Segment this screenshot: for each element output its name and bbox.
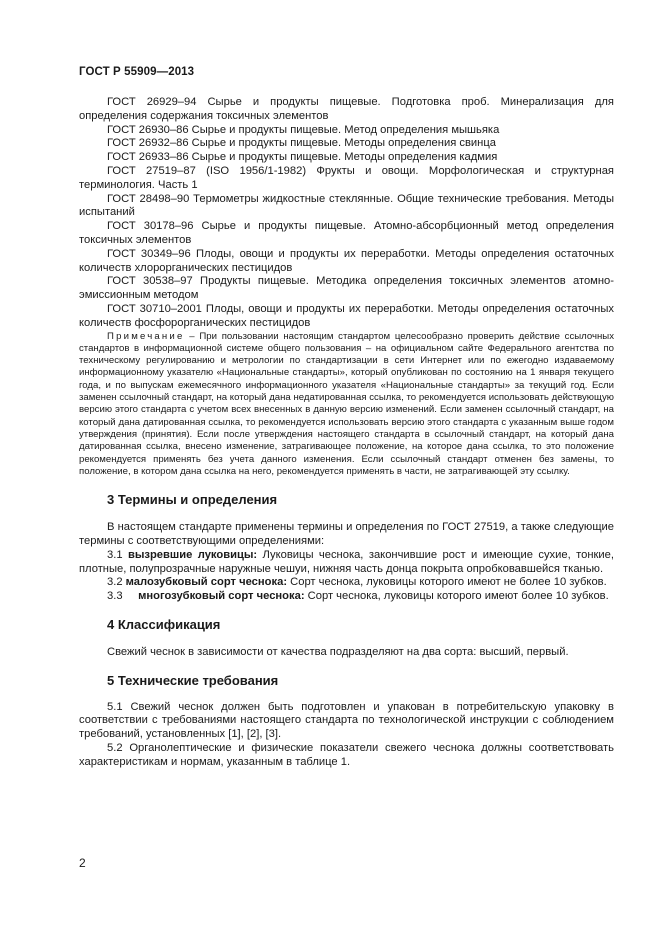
reference-item: ГОСТ 26932–86 Сырье и продукты пищевые. Методы определения свинца bbox=[107, 137, 496, 150]
reference-item: ГОСТ 30538–97 Продукты пищевые. Методика определения токсичных элементов атомно-эмиссионным методом bbox=[79, 275, 614, 302]
reference-item: ГОСТ 26930–86 Сырье и продукты пищевые. Метод определения мышьяка bbox=[107, 123, 500, 136]
reference-item: ГОСТ 30349–96 Плоды, овощи и продукты их переработки. Методы определения остаточных количеств хлорорганических пестицидов bbox=[79, 247, 614, 274]
reference-item: ГОСТ 27519–87 (ISO 1956/1-1982) Фрукты и овощи. Морфологическая и структурная терминология. Часть 1 bbox=[79, 164, 614, 191]
page-content bbox=[79, 96, 614, 770]
section-3-heading: 3 Термины и определения bbox=[107, 492, 278, 508]
section-5-paragraph-1: 5.1 Свежий чеснок должен быть подготовлен и упакован в потребительскую упаковку в соответствии с требованиями настоящего стандарта по технологической инструкции с соблюдением требований, установленных [1], [2], [3]. bbox=[79, 700, 614, 741]
section-5-paragraph-2: 5.2 Органолептические и физические показатели свежего чеснока должны соответствовать характеристикам и нормам, указанным в таблице 1. bbox=[79, 742, 614, 768]
section-5-heading: 5 Технические требования bbox=[107, 672, 279, 688]
section-4-text: Свежий чеснок в зависимости от качества подразделяют на два сорта: высший, первый. bbox=[107, 645, 569, 658]
term-definition: 3.2 малозубковый сорт чеснока: Сорт чеснока, луковицы которого имеют не более 10 зубков. bbox=[107, 576, 607, 589]
note-text: – При пользовании настоящим стандартом целесообразно проверить действие ссылочных стандартов в информационной системе общего пользования – на официальном сайте Федерального агентства по техническому регулированию и метрологии по стандартизации в сети Интернет или по ежегодно издаваемому информационному указателю «Национальные стандарты», который опубликован по состоянию на 1 января текущего года, и по выпускам ежемесячного информационного указателя «Национальные стандарты» за текущий год. Если заменен ссылочный стандарт, на который дана недатированная ссылка, то рекомендуется использовать действующую версию этого стандарта с учетом всех внесенных в данную версию изменений. Если заменен ссылочный стандарт, на который дана датированная ссылка, то рекомендуется использовать версию этого стандарта с указанным выше годом утверждения (принятия). Если после утверждения настоящего стандарта в ссылочный стандарт, на который дана датированная ссылка, внесено изменение, затрагивающее положение, на которое дана ссылка, то это положение рекомендуется применять без учета данного изменения. Если ссылочный стандарт отменен без замены, то положение, в котором дана ссылка на него, рекомендуется применять в части, не затрагивающей эту ссылку. bbox=[79, 330, 614, 477]
reference-item: ГОСТ 30710–2001 Плоды, овощи и продукты их переработки. Методы определения остаточных количеств фосфорорганических пестицидов bbox=[79, 302, 614, 329]
section-3-intro: В настоящем стандарте применены термины и определения по ГОСТ 27519, а также следующие термины с соответствующими определениями: bbox=[79, 521, 614, 547]
reference-item: ГОСТ 30178–96 Сырье и продукты пищевые. Атомно-абсорбционный метод определения токсичных элементов bbox=[79, 220, 614, 246]
note bbox=[79, 331, 614, 479]
note-label: Примечание bbox=[107, 330, 185, 342]
page-number: 2 bbox=[79, 856, 86, 870]
term-name: многозубковый сорт чеснока: bbox=[138, 590, 305, 603]
reference-item: ГОСТ 26933–86 Сырье и продукты пищевые. Методы определения кадмия bbox=[107, 151, 498, 164]
references-list bbox=[79, 96, 614, 331]
term-name: вызревшие луковицы: bbox=[127, 548, 258, 561]
document-header: ГОСТ Р 55909—2013 bbox=[79, 66, 195, 78]
term-definition: 3.3 многозубковый сорт чеснока: Сорт чеснока, луковицы которого имеют более 10 зубков. bbox=[107, 590, 609, 603]
term-name: малозубковый сорт чеснока: bbox=[125, 576, 288, 589]
reference-item: ГОСТ 28498–90 Термометры жидкостные стеклянные. Общие технические требования. Методы испытаний bbox=[79, 192, 614, 219]
reference-item: ГОСТ 26929–94 Сырье и продукты пищевые. Подготовка проб. Минерализация для определения содержания токсичных элементов bbox=[79, 96, 614, 122]
term-definition: 3.1 вызревшие луковицы: Луковицы чеснока, закончившие рост и имеющие сухие, тонкие, плотные, полупрозрачные наружные чешуи, нижняя часть донца покрыта опробковавшейся тканью. bbox=[79, 548, 614, 575]
section-4-heading: 4 Классификация bbox=[107, 616, 221, 632]
